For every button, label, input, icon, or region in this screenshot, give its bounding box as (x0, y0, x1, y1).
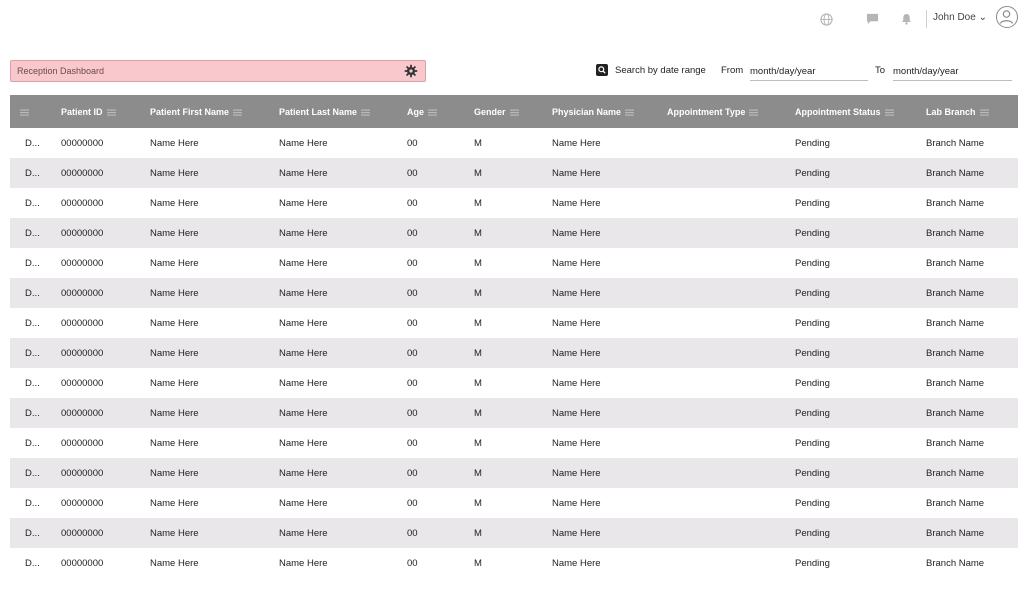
cell-age: 00 (407, 317, 418, 329)
column-header-label: Age (407, 106, 425, 117)
column-header-label: Appointment Status (795, 106, 881, 117)
dashboard-label: Reception Dashboard (17, 66, 105, 76)
user-separator (926, 10, 927, 28)
cell-patient-first-name: Name Here (150, 497, 199, 509)
cell-gender: M (474, 287, 482, 299)
column-menu-icon[interactable] (20, 109, 29, 116)
table-row[interactable] (10, 458, 1018, 488)
cell-appointment-type (667, 458, 795, 488)
cell-appointment-type (667, 398, 795, 428)
cell-gender: M (474, 347, 482, 359)
column-menu-icon[interactable] (980, 109, 989, 116)
to-date-input[interactable] (893, 62, 1012, 81)
cell-gender: M (474, 497, 482, 509)
column-header-label: Appointment Type (667, 106, 746, 117)
column-header-label: Patient ID (61, 106, 103, 117)
table-row[interactable] (10, 308, 1018, 338)
table-row[interactable] (10, 368, 1018, 398)
cell-age: 00 (407, 257, 418, 269)
cell-patient-id: 00000000 (61, 467, 104, 479)
cell-appointment-type (667, 488, 795, 518)
cell-appointment-status: Pending (795, 137, 830, 149)
cell-patient-first-name: Name Here (150, 557, 199, 569)
from-label: From (721, 65, 744, 76)
cell-patient-id: 00000000 (61, 377, 104, 389)
cell-physician-name: Name Here (552, 317, 601, 329)
appointments-table (10, 95, 1018, 591)
cell-select: D... (25, 257, 40, 269)
cell-lab-branch: Branch Name (926, 407, 985, 419)
column-header-physician-name[interactable] (552, 95, 667, 128)
cell-lab-branch: Branch Name (926, 167, 985, 179)
column-header-label: Lab Branch (926, 106, 976, 117)
cell-physician-name: Name Here (552, 557, 601, 569)
cell-gender: M (474, 467, 482, 479)
cell-patient-id: 00000000 (61, 407, 104, 419)
cell-appointment-type (667, 188, 795, 218)
cell-gender: M (474, 137, 482, 149)
cell-age: 00 (407, 197, 418, 209)
cell-patient-first-name: Name Here (150, 167, 199, 179)
chat-icon[interactable] (864, 11, 880, 27)
cell-age: 00 (407, 437, 418, 449)
cell-patient-last-name: Name Here (279, 287, 328, 299)
column-menu-icon[interactable] (107, 109, 116, 116)
table-row[interactable] (10, 248, 1018, 278)
cell-age: 00 (407, 137, 418, 149)
cell-age: 00 (407, 167, 418, 179)
cell-patient-last-name: Name Here (279, 377, 328, 389)
column-menu-icon[interactable] (233, 109, 242, 116)
column-header-patient-last-name[interactable] (279, 95, 407, 128)
cell-age: 00 (407, 527, 418, 539)
cell-patient-last-name: Name Here (279, 467, 328, 479)
cell-select: D... (25, 137, 40, 149)
column-menu-icon[interactable] (749, 109, 758, 116)
cell-appointment-status: Pending (795, 557, 830, 569)
cell-appointment-status: Pending (795, 167, 830, 179)
cell-patient-first-name: Name Here (150, 347, 199, 359)
table-row[interactable] (10, 488, 1018, 518)
cell-patient-first-name: Name Here (150, 257, 199, 269)
cell-lab-branch: Branch Name (926, 377, 985, 389)
cell-physician-name: Name Here (552, 197, 601, 209)
table-row[interactable] (10, 158, 1018, 188)
cell-lab-branch: Branch Name (926, 497, 985, 509)
cell-patient-last-name: Name Here (279, 497, 328, 509)
cell-lab-branch: Branch Name (926, 437, 985, 449)
cell-lab-branch: Branch Name (926, 227, 985, 239)
cell-age: 00 (407, 377, 418, 389)
column-header-gender[interactable] (474, 95, 552, 128)
cell-select: D... (25, 407, 40, 419)
cell-age: 00 (407, 467, 418, 479)
cell-physician-name: Name Here (552, 167, 601, 179)
cell-appointment-type (667, 248, 795, 278)
cell-patient-last-name: Name Here (279, 227, 328, 239)
cell-age: 00 (407, 557, 418, 569)
cell-appointment-status: Pending (795, 347, 830, 359)
column-menu-icon[interactable] (625, 109, 634, 116)
cell-physician-name: Name Here (552, 287, 601, 299)
cell-select: D... (25, 347, 40, 359)
cell-patient-id: 00000000 (61, 527, 104, 539)
cell-age: 00 (407, 287, 418, 299)
cell-physician-name: Name Here (552, 467, 601, 479)
cell-lab-branch: Branch Name (926, 317, 985, 329)
cell-patient-last-name: Name Here (279, 527, 328, 539)
globe-icon[interactable] (818, 11, 834, 27)
cell-appointment-status: Pending (795, 527, 830, 539)
cell-patient-first-name: Name Here (150, 137, 199, 149)
cell-appointment-type (667, 218, 795, 248)
cell-physician-name: Name Here (552, 497, 601, 509)
column-header-select[interactable] (10, 95, 61, 128)
cell-appointment-status: Pending (795, 317, 830, 329)
from-date-input[interactable] (750, 62, 868, 81)
cell-patient-first-name: Name Here (150, 437, 199, 449)
table-header-row (10, 95, 1018, 128)
cell-lab-branch: Branch Name (926, 557, 985, 569)
cell-patient-last-name: Name Here (279, 407, 328, 419)
cell-gender: M (474, 407, 482, 419)
cell-patient-id: 00000000 (61, 137, 104, 149)
cell-patient-last-name: Name Here (279, 167, 328, 179)
cell-patient-first-name: Name Here (150, 227, 199, 239)
cell-patient-first-name: Name Here (150, 407, 199, 419)
cell-age: 00 (407, 407, 418, 419)
cell-physician-name: Name Here (552, 257, 601, 269)
cell-select: D... (25, 557, 40, 569)
search-icon[interactable] (596, 64, 608, 76)
top-bar (0, 0, 1027, 40)
cell-lab-branch: Branch Name (926, 347, 985, 359)
cell-gender: M (474, 167, 482, 179)
cell-appointment-status: Pending (795, 407, 830, 419)
cell-gender: M (474, 557, 482, 569)
cell-appointment-type (667, 128, 795, 158)
cell-patient-id: 00000000 (61, 197, 104, 209)
cell-appointment-status: Pending (795, 197, 830, 209)
cell-select: D... (25, 197, 40, 209)
table-row[interactable] (10, 428, 1018, 458)
cell-physician-name: Name Here (552, 227, 601, 239)
table-row[interactable] (10, 218, 1018, 248)
cell-gender: M (474, 377, 482, 389)
cell-patient-id: 00000000 (61, 257, 104, 269)
cell-physician-name: Name Here (552, 437, 601, 449)
cell-lab-branch: Branch Name (926, 137, 985, 149)
cell-select: D... (25, 437, 40, 449)
cell-select: D... (25, 497, 40, 509)
cell-physician-name: Name Here (552, 527, 601, 539)
column-header-patient-first-name[interactable] (150, 95, 279, 128)
column-menu-icon[interactable] (510, 109, 519, 116)
cell-appointment-status: Pending (795, 497, 830, 509)
cell-select: D... (25, 287, 40, 299)
user-name-dropdown[interactable]: John Doe ⌄ (933, 12, 987, 23)
cell-select: D... (25, 167, 40, 179)
cell-patient-last-name: Name Here (279, 347, 328, 359)
to-label: To (875, 65, 886, 76)
bell-icon[interactable] (898, 11, 914, 27)
table-row[interactable] (10, 128, 1018, 158)
cell-gender: M (474, 197, 482, 209)
cell-appointment-status: Pending (795, 467, 830, 479)
cell-appointment-status: Pending (795, 377, 830, 389)
cell-patient-last-name: Name Here (279, 317, 328, 329)
search-label: Search by date range (615, 65, 706, 76)
cell-physician-name: Name Here (552, 137, 601, 149)
cell-appointment-type (667, 308, 795, 338)
column-menu-icon[interactable] (361, 109, 370, 116)
cell-appointment-type (667, 278, 795, 308)
cell-lab-branch: Branch Name (926, 287, 985, 299)
table-row[interactable] (10, 338, 1018, 368)
cell-patient-last-name: Name Here (279, 557, 328, 569)
column-header-label: Physician Name (552, 106, 622, 117)
cell-patient-id: 00000000 (61, 317, 104, 329)
cell-patient-first-name: Name Here (150, 377, 199, 389)
cell-physician-name: Name Here (552, 377, 601, 389)
cell-physician-name: Name Here (552, 347, 601, 359)
cell-patient-id: 00000000 (61, 347, 104, 359)
column-header-appointment-status[interactable] (795, 95, 926, 128)
cell-gender: M (474, 437, 482, 449)
cell-appointment-type (667, 158, 795, 188)
table-row[interactable] (10, 548, 1018, 578)
table-body (10, 128, 1018, 578)
cell-patient-id: 00000000 (61, 557, 104, 569)
cell-appointment-status: Pending (795, 287, 830, 299)
dashboard-selector[interactable] (10, 60, 426, 82)
cell-appointment-type (667, 428, 795, 458)
cell-age: 00 (407, 227, 418, 239)
cell-lab-branch: Branch Name (926, 197, 985, 209)
table-row[interactable] (10, 518, 1018, 548)
cell-select: D... (25, 227, 40, 239)
cell-appointment-status: Pending (795, 257, 830, 269)
cell-select: D... (25, 527, 40, 539)
cell-physician-name: Name Here (552, 407, 601, 419)
cell-patient-first-name: Name Here (150, 197, 199, 209)
cell-select: D... (25, 317, 40, 329)
cell-gender: M (474, 317, 482, 329)
avatar-icon[interactable] (996, 6, 1018, 28)
cell-patient-last-name: Name Here (279, 137, 328, 149)
cell-appointment-type (667, 368, 795, 398)
cell-patient-first-name: Name Here (150, 527, 199, 539)
column-header-appointment-type[interactable] (667, 95, 795, 128)
cell-patient-id: 00000000 (61, 437, 104, 449)
cell-patient-first-name: Name Here (150, 317, 199, 329)
cell-patient-first-name: Name Here (150, 287, 199, 299)
cell-appointment-type (667, 338, 795, 368)
cell-age: 00 (407, 497, 418, 509)
cell-patient-id: 00000000 (61, 287, 104, 299)
cell-patient-id: 00000000 (61, 227, 104, 239)
cell-select: D... (25, 377, 40, 389)
cell-patient-last-name: Name Here (279, 437, 328, 449)
cell-appointment-status: Pending (795, 227, 830, 239)
column-menu-icon[interactable] (885, 109, 894, 116)
cell-patient-last-name: Name Here (279, 197, 328, 209)
cell-appointment-type (667, 518, 795, 548)
column-menu-icon[interactable] (428, 109, 437, 116)
column-header-age[interactable] (407, 95, 474, 128)
gear-icon[interactable] (404, 64, 418, 78)
cell-patient-first-name: Name Here (150, 467, 199, 479)
column-header-label: Patient First Name (150, 106, 230, 117)
column-header-label: Patient Last Name (279, 106, 358, 117)
cell-patient-id: 00000000 (61, 497, 104, 509)
cell-patient-last-name: Name Here (279, 257, 328, 269)
cell-lab-branch: Branch Name (926, 257, 985, 269)
column-header-lab-branch[interactable] (926, 95, 1018, 128)
cell-patient-id: 00000000 (61, 167, 104, 179)
cell-select: D... (25, 467, 40, 479)
table-row[interactable] (10, 398, 1018, 428)
cell-gender: M (474, 227, 482, 239)
column-header-label: Gender (474, 106, 506, 117)
table-row[interactable] (10, 278, 1018, 308)
cell-age: 00 (407, 347, 418, 359)
cell-gender: M (474, 257, 482, 269)
cell-lab-branch: Branch Name (926, 527, 985, 539)
table-row[interactable] (10, 188, 1018, 218)
cell-appointment-type (667, 548, 795, 578)
column-header-patient-id[interactable] (61, 95, 150, 128)
cell-lab-branch: Branch Name (926, 467, 985, 479)
cell-appointment-status: Pending (795, 437, 830, 449)
cell-gender: M (474, 527, 482, 539)
